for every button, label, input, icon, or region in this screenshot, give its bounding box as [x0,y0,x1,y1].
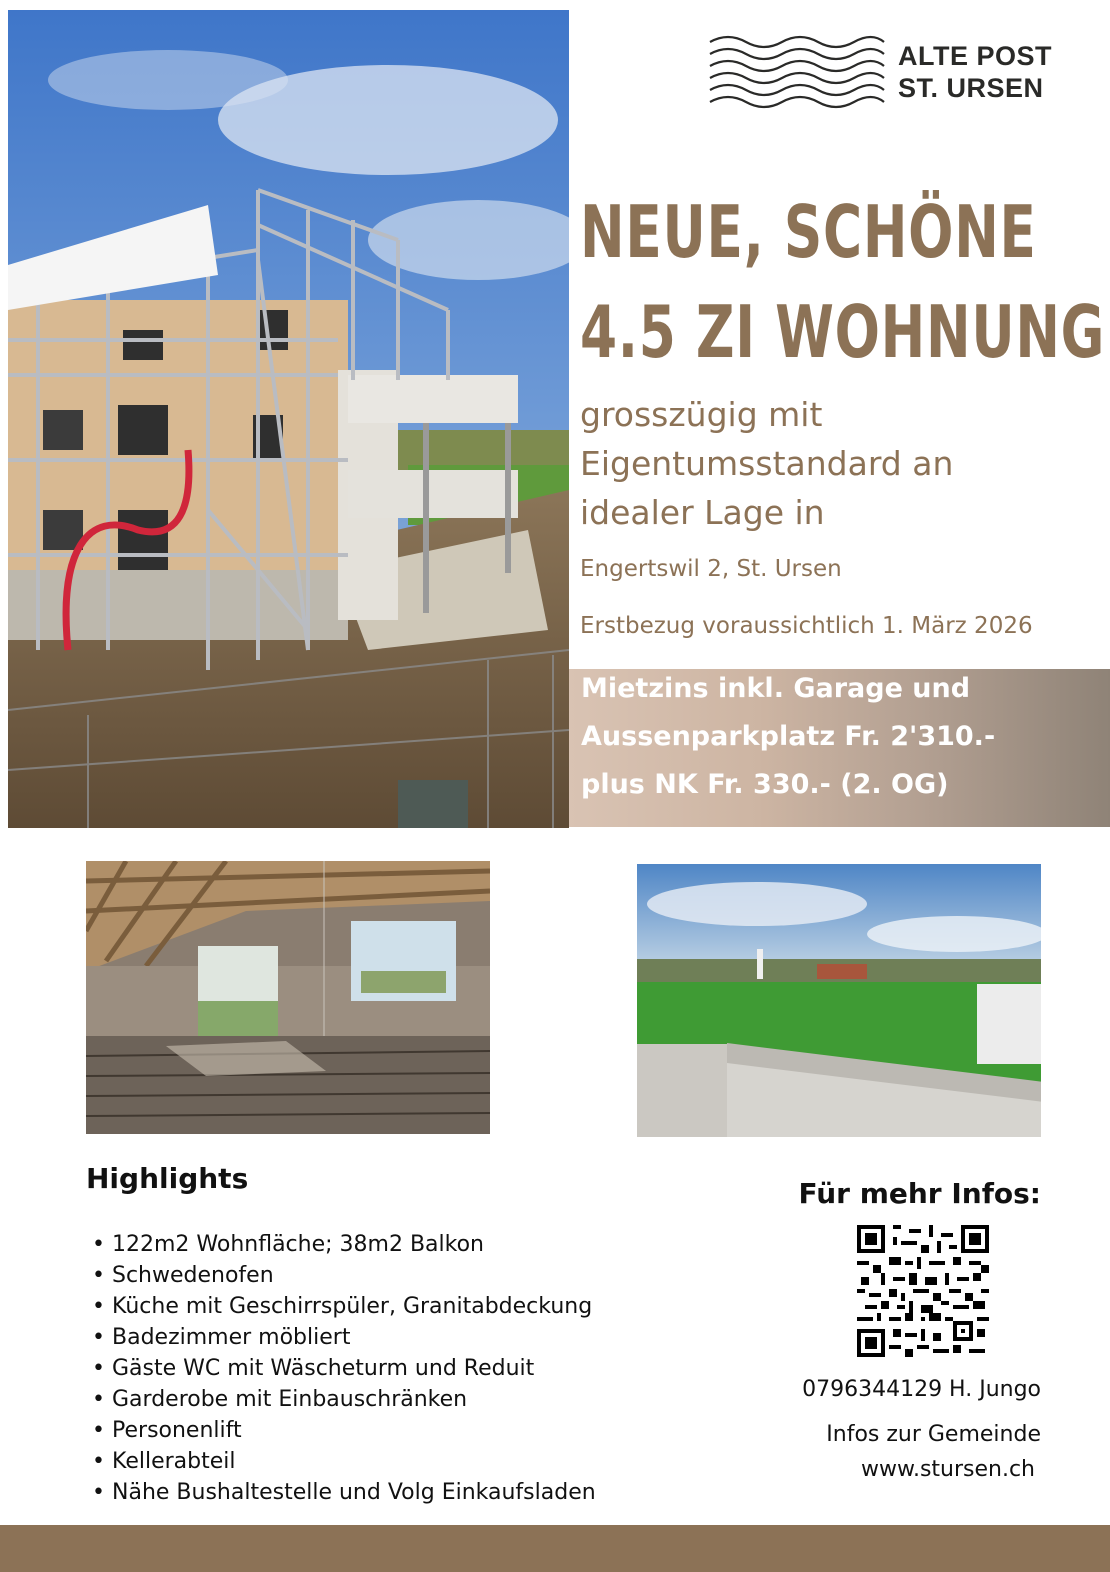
subline-line-1: grosszügig mit [580,395,823,434]
bullet-icon: • [92,1356,105,1381]
interior-photo [86,861,490,1134]
list-item-label: Badezimmer möbliert [112,1325,351,1350]
contact-phone: 0796344129 H. Jungo [802,1377,1041,1402]
headline [580,182,1105,382]
bullet-icon: • [92,1480,105,1505]
list-item-label: Kellerabteil [112,1449,236,1474]
building-photo [8,10,569,828]
highlights-title: Highlights [86,1162,249,1195]
logo-line-2: ST. URSEN [898,73,1044,103]
postmark-waves-icon [706,30,886,110]
headline-line-1: NEUE, SCHÖNE [580,190,1037,274]
subline-line-2: Eigentumsstandard an [580,444,954,483]
list-item [90,1384,596,1415]
subline [580,390,953,537]
list-item [90,1353,596,1384]
bullet-icon: • [92,1387,105,1412]
list-item [90,1446,596,1477]
bullet-icon: • [92,1418,105,1443]
website-link[interactable]: www.stursen.ch [860,1457,1035,1482]
bullet-icon: • [92,1325,105,1350]
list-item [90,1229,596,1260]
list-item-label: 122m2 Wohnfläche; 38m2 Balkon [112,1232,485,1257]
list-item [90,1477,596,1508]
bullet-icon: • [92,1449,105,1474]
list-item [90,1322,596,1353]
highlights-list [90,1229,596,1508]
list-item-label: Gäste WC mit Wäscheturm und Reduit [112,1356,535,1381]
rent-line-2: Aussenparkplatz Fr. 2'310.- [581,721,996,752]
rent-box [569,669,1110,827]
qr-code-icon[interactable] [857,1225,989,1357]
headline-line-2: 4.5 ZI WOHNUNG [580,290,1106,374]
logo-line-1: ALTE POST [898,41,1053,71]
subline-line-3: idealer Lage in [580,493,825,532]
more-infos-title: Für mehr Infos: [798,1177,1041,1210]
logo-text [898,40,1052,104]
address: Engertswil 2, St. Ursen [580,556,842,582]
bullet-icon: • [92,1263,105,1288]
gemeinde-info: Infos zur Gemeinde [826,1422,1041,1447]
first-move-date: Erstbezug voraussichtlich 1. März 2026 [580,613,1033,639]
rent-line-1: Mietzins inkl. Garage und [581,673,971,704]
list-item-label: Schwedenofen [112,1263,274,1288]
list-item-label: Küche mit Geschirrspüler, Granitabdeckung [112,1294,593,1319]
alte-post-logo [706,30,1076,110]
footer-bar [0,1525,1110,1572]
bullet-icon: • [92,1232,105,1257]
list-item-label: Personenlift [112,1418,242,1443]
bullet-icon: • [92,1294,105,1319]
list-item [90,1415,596,1446]
list-item [90,1260,596,1291]
list-item-label: Garderobe mit Einbauschränken [112,1387,468,1412]
list-item-label: Nähe Bushaltestelle und Volg Einkaufsladen [112,1480,596,1505]
list-item [90,1291,596,1322]
rent-line-3: plus NK Fr. 330.- (2. OG) [581,769,949,800]
view-photo [637,864,1041,1137]
